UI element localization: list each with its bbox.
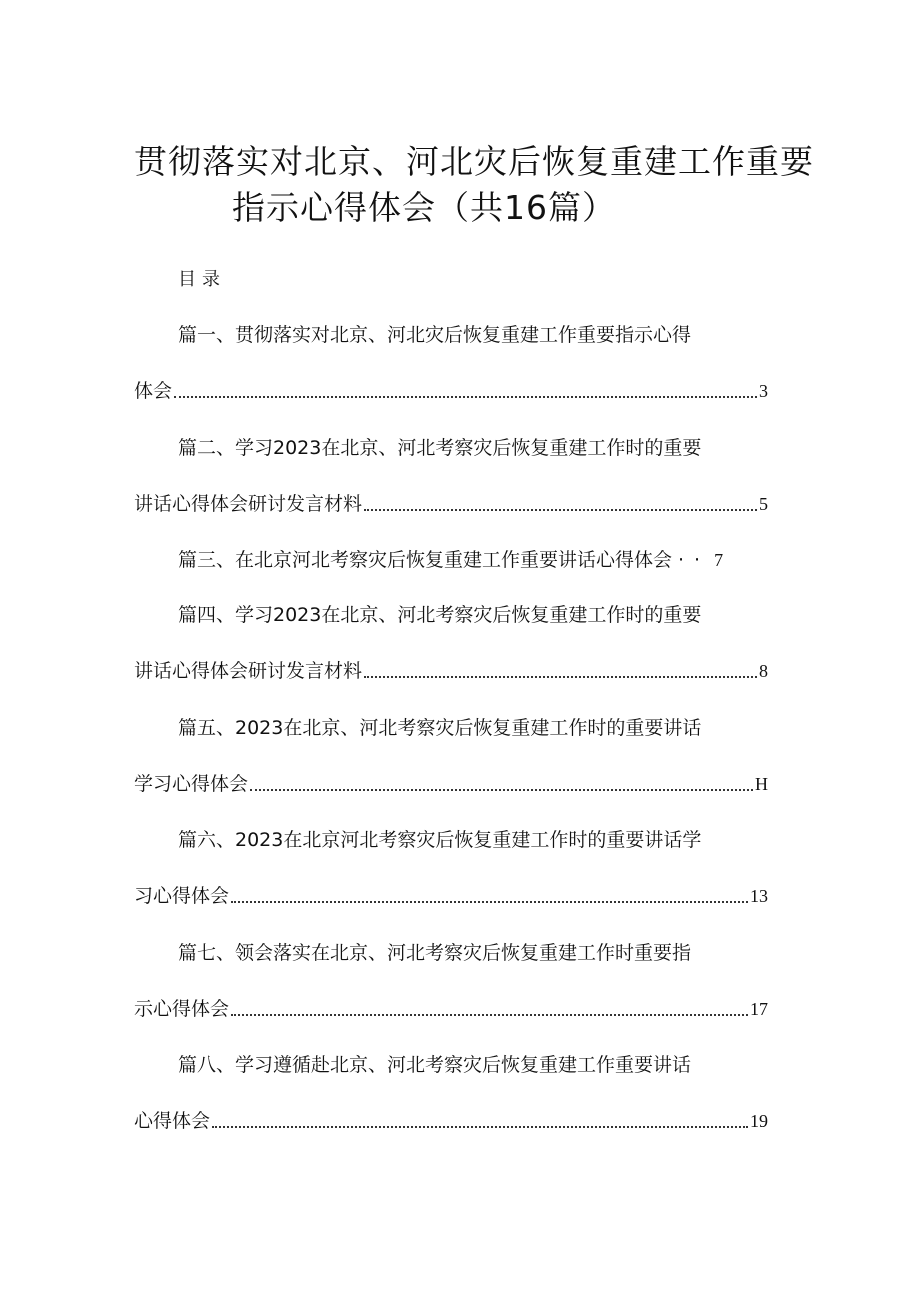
toc-entry-4-line-2[interactable] (134, 656, 768, 683)
toc-page-number: 7 (714, 550, 724, 570)
toc-entry-4-line-1[interactable]: 篇四、学习2023在北京、河北考察灾后恢复重建工作时的重要 (178, 604, 702, 626)
toc-entry-text: 讲话心得体会研讨发言材料 (134, 493, 363, 515)
dot-leader (231, 1014, 748, 1016)
toc-page-number: 19 (750, 1111, 768, 1131)
toc-entry-6-line-2[interactable] (134, 881, 768, 908)
toc-entry-text: 示心得体会 (134, 998, 230, 1020)
toc-page-number: 13 (750, 886, 768, 906)
toc-entry-text: 讲话心得体会研讨发言材料 (134, 660, 363, 682)
dot-leader (364, 676, 757, 678)
toc-entry-1-line-2[interactable] (134, 376, 768, 403)
toc-page-number: H (755, 774, 768, 794)
dot-leader (364, 509, 757, 511)
toc-page-number: 17 (750, 999, 768, 1019)
toc-entry-2-line-1[interactable]: 篇二、学习2023在北京、河北考察灾后恢复重建工作时的重要 (178, 437, 702, 459)
toc-entry-2-line-2[interactable] (134, 489, 768, 516)
document-title-line-1: 贯彻落实对北京、河北灾后恢复重建工作重要 (134, 142, 814, 181)
toc-entry-7-line-2[interactable] (134, 994, 768, 1021)
toc-entry-3[interactable] (178, 545, 768, 572)
dot-leader (231, 901, 748, 903)
toc-entry-5-line-2[interactable] (134, 769, 768, 796)
toc-entry-text: 习心得体会 (134, 885, 230, 907)
toc-entry-6-line-1[interactable]: 篇六、2023在北京河北考察灾后恢复重建工作时的重要讲话学 (178, 829, 702, 851)
toc-page-number: 8 (759, 661, 768, 681)
dot-leader (212, 1126, 748, 1128)
dot-leader (250, 789, 753, 791)
toc-entry-text: 心得体会 (134, 1110, 211, 1132)
toc-entry-text: 学习心得体会 (134, 773, 249, 795)
toc-entry-8-line-1[interactable]: 篇八、学习遵循赴北京、河北考察灾后恢复重建工作重要讲话 (178, 1054, 692, 1076)
toc-page-number: 3 (759, 381, 768, 401)
toc-entry-7-line-1[interactable]: 篇七、领会落实在北京、河北考察灾后恢复重建工作时重要指 (178, 942, 692, 964)
toc-heading: 目录 (178, 269, 226, 290)
toc-entry-text: 体会 (134, 380, 173, 402)
toc-page-number: 5 (759, 494, 768, 514)
document-title-line-2: 指示心得体会（共16篇） (232, 188, 616, 227)
toc-entry-8-line-2[interactable] (134, 1106, 768, 1133)
dot-leader (174, 396, 757, 398)
toc-entry-1-line-1[interactable]: 篇一、贯彻落实对北京、河北灾后恢复重建工作重要指示心得 (178, 324, 692, 346)
toc-entry-5-line-1[interactable]: 篇五、2023在北京、河北考察灾后恢复重建工作时的重要讲话 (178, 717, 702, 739)
toc-entry-text: 篇三、在北京河北考察灾后恢复重建工作重要讲话心得体会 (178, 549, 673, 571)
dot-leader: ·· (678, 549, 711, 571)
